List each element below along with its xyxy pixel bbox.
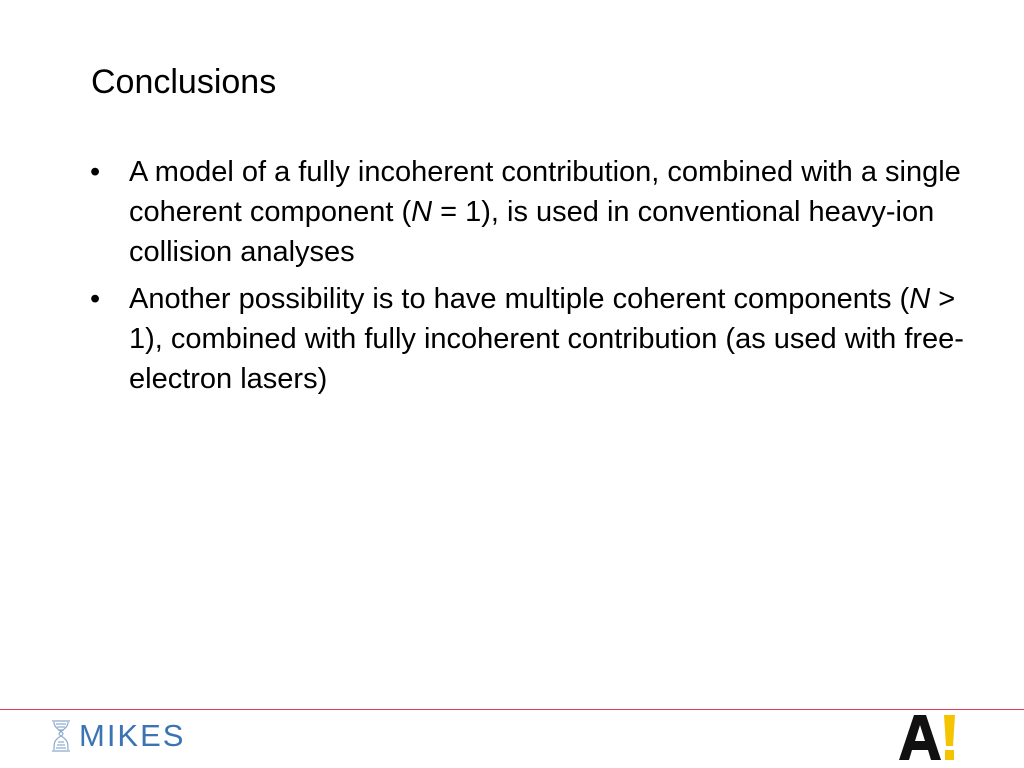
bullet-text-end: = 1), is used in conventional heavy-ion collision analyses [129,196,935,268]
aalto-logo [898,712,958,762]
mikes-logo-text: MIKES [79,718,186,753]
bullet-list [90,152,969,406]
bullet-variable: N [909,283,931,315]
bullet-text-end: > 1), combined with fully incoherent contribution (as used with free-electron lasers) [129,283,964,395]
bullet-text-start: A model of a fully incoherent contribution, combined with a single coherent component ( [129,156,961,228]
mikes-logo [50,716,185,756]
bullet-marker: • [90,156,101,188]
bullet-variable: N [411,196,433,228]
footer-divider [0,709,1024,710]
aalto-exclamation-bar [944,715,955,746]
aalto-letter-a [899,715,941,760]
bullet-marker: • [90,283,101,315]
bullet-text-start: Another possibility is to have multiple coherent components ( [129,283,910,315]
bullet-item [90,152,969,272]
hourglass-icon [50,719,72,753]
bullet-item [90,279,969,399]
slide-title: Conclusions [91,63,277,101]
aalto-exclamation-dot [945,750,954,760]
